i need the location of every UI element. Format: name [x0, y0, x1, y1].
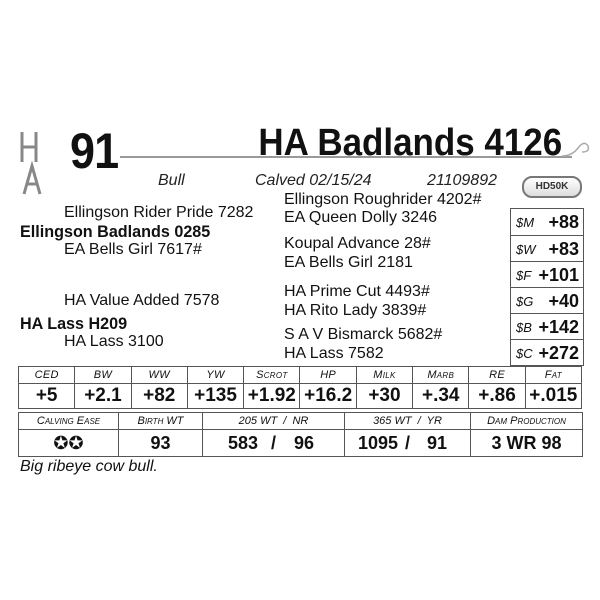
perf-header: Birth WT	[119, 413, 203, 430]
weight-365-cell	[345, 430, 471, 457]
epd-value: +.34	[413, 384, 469, 409]
index-label: $B	[516, 320, 532, 335]
epd-header: BW	[75, 367, 131, 384]
sire-sire: Ellingson Rider Pride 7282	[64, 204, 254, 221]
epd-value: +16.2	[300, 384, 356, 409]
pedigree-right-2: EA Queen Dolly 3246	[284, 209, 437, 226]
pedigree-right-8: HA Lass 7582	[284, 345, 384, 362]
weight-205: 583	[227, 432, 258, 453]
nr-ratio: 96	[293, 432, 315, 453]
index-value: +142	[538, 317, 579, 337]
index-row-b	[511, 313, 583, 340]
dollar-index-box	[510, 208, 584, 366]
epd-value: +135	[187, 384, 243, 409]
calving-ease-stars: ✪✪	[19, 430, 119, 457]
index-value: +88	[548, 212, 579, 232]
index-label: $G	[516, 294, 534, 309]
sire-dam: EA Bells Girl 7617#	[64, 241, 202, 258]
yr-ratio: 91	[426, 432, 448, 453]
index-row-f	[511, 261, 583, 288]
epd-value: +30	[356, 384, 412, 409]
index-label: $W	[516, 242, 536, 257]
perf-header: 205 WT / NR	[203, 413, 345, 430]
perf-header: Dam Production	[471, 413, 583, 430]
dam-dam: HA Lass 3100	[64, 333, 164, 350]
performance-value-row	[19, 430, 583, 457]
pedigree-right-4: EA Bells Girl 2181	[284, 254, 413, 271]
weight-205-cell	[203, 430, 345, 457]
index-label: $M	[516, 215, 535, 230]
epd-header: Fat	[525, 367, 581, 384]
calved-date: Calved 02/15/24	[255, 172, 372, 189]
epd-header: YW	[187, 367, 243, 384]
epd-header: Marb	[413, 367, 469, 384]
epd-header: CED	[19, 367, 75, 384]
index-value: +101	[538, 265, 579, 285]
index-value: +40	[548, 291, 579, 311]
epd-value: +.86	[469, 384, 525, 409]
dam-production: 3 WR 98	[471, 430, 583, 457]
epd-header-row	[19, 367, 582, 384]
index-row-w	[511, 235, 583, 262]
registration-number: 21109892	[427, 172, 497, 189]
epd-table	[18, 366, 582, 409]
epd-value: +.015	[525, 384, 581, 409]
epd-header: Milk	[356, 367, 412, 384]
epd-value: +1.92	[244, 384, 300, 409]
pedigree-right-1: Ellingson Roughrider 4202#	[284, 191, 482, 208]
dam-sire: HA Value Added 7578	[64, 292, 220, 309]
epd-value: +82	[131, 384, 187, 409]
separator: /	[404, 432, 410, 453]
epd-header: RE	[469, 367, 525, 384]
performance-table	[18, 412, 583, 457]
pedigree-right-3: Koupal Advance 28#	[284, 235, 431, 252]
lot-number: 91	[70, 123, 119, 179]
birth-weight: 93	[119, 430, 203, 457]
epd-header: WW	[131, 367, 187, 384]
index-row-c	[511, 339, 583, 366]
epd-header: HP	[300, 367, 356, 384]
epd-value: +5	[19, 384, 75, 409]
pedigree-right-6: HA Rito Lady 3839#	[284, 302, 427, 319]
pedigree-right-7: S A V Bismarck 5682#	[284, 326, 443, 343]
index-label: $C	[516, 346, 533, 361]
index-label: $F	[516, 268, 532, 283]
sex: Bull	[158, 172, 185, 189]
epd-value-row	[19, 384, 582, 409]
comment: Big ribeye cow bull.	[20, 458, 158, 475]
pedigree-right-5: HA Prime Cut 4493#	[284, 283, 430, 300]
perf-header: 365 WT / YR	[345, 413, 471, 430]
index-row-g	[511, 287, 583, 314]
index-value: +83	[548, 239, 579, 259]
ha-logo	[18, 128, 70, 198]
separator: /	[270, 432, 276, 453]
animal-name: HA Badlands 4126	[258, 122, 562, 164]
index-row-m	[511, 209, 583, 235]
sire: Ellingson Badlands 0285	[20, 222, 211, 241]
perf-header: Calving Ease	[19, 413, 119, 430]
index-value: +272	[538, 343, 579, 363]
performance-header-row	[19, 413, 583, 430]
epd-value: +2.1	[75, 384, 131, 409]
rope-icon	[562, 138, 592, 160]
weight-365: 1095	[357, 432, 398, 453]
epd-header: Scrot	[244, 367, 300, 384]
hd50k-badge: HD50K	[522, 176, 582, 198]
dam: HA Lass H209	[20, 314, 128, 333]
